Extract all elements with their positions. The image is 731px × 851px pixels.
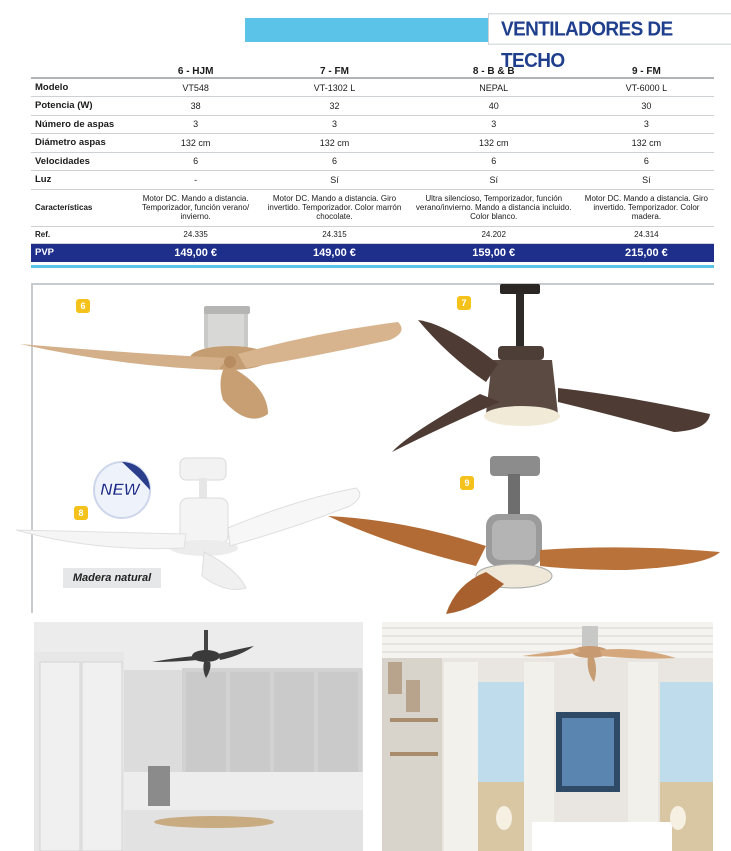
table-cell: 30 bbox=[579, 97, 714, 116]
kitchen-room-photo bbox=[34, 622, 363, 851]
fan-9-image bbox=[326, 454, 722, 616]
table-cell: 3 bbox=[131, 115, 260, 134]
table-cell: 3 bbox=[260, 115, 408, 134]
price-cell: 159,00 € bbox=[409, 243, 579, 262]
table-cell: 132 cm bbox=[579, 134, 714, 153]
table-row bbox=[31, 78, 714, 97]
column-header: 7 - FM bbox=[260, 61, 408, 78]
row-label: Ref. bbox=[31, 226, 131, 243]
row-label: Número de aspas bbox=[31, 115, 131, 134]
price-row-accent bbox=[31, 265, 714, 268]
table-cell: 6 bbox=[579, 152, 714, 171]
row-label: Potencia (W) bbox=[31, 97, 131, 116]
bedroom-room-photo bbox=[382, 622, 713, 851]
table-row bbox=[31, 134, 714, 153]
table-row-ref bbox=[31, 226, 714, 243]
column-header: 9 - FM bbox=[579, 61, 714, 78]
table-cell: Motor DC. Mando a distancia. Giro invertido. Temporizador. Color madera. bbox=[579, 189, 714, 226]
fan-6-image bbox=[18, 296, 408, 442]
table-cell: 24.202 bbox=[409, 226, 579, 243]
table-cell: 6 bbox=[409, 152, 579, 171]
new-badge-icon bbox=[88, 459, 156, 521]
row-label: Diámetro aspas bbox=[31, 134, 131, 153]
table-cell: NEPAL bbox=[409, 78, 579, 97]
row-label: Características bbox=[31, 189, 131, 226]
product-tag-8: 8 bbox=[74, 506, 88, 520]
table-cell: Sí bbox=[579, 171, 714, 190]
table-row bbox=[31, 97, 714, 116]
new-badge-text: NEW bbox=[100, 480, 140, 499]
table-cell: 132 cm bbox=[131, 134, 260, 153]
wood-finish-label: Madera natural bbox=[63, 568, 161, 588]
table-cell: VT548 bbox=[131, 78, 260, 97]
row-label: Modelo bbox=[31, 78, 131, 97]
row-label: PVP bbox=[31, 243, 131, 262]
table-cell: 24.335 bbox=[131, 226, 260, 243]
table-row-features bbox=[31, 189, 714, 226]
spec-table bbox=[31, 61, 714, 262]
table-cell: Motor DC. Mando a distancia. Temporizador, función verano/ invierno. bbox=[131, 189, 260, 226]
table-cell: VT-1302 L bbox=[260, 78, 408, 97]
column-header: 8 - B & B bbox=[409, 61, 579, 78]
fan-7-image bbox=[388, 284, 714, 454]
table-row bbox=[31, 171, 714, 190]
price-cell: 215,00 € bbox=[579, 243, 714, 262]
table-cell: 32 bbox=[260, 97, 408, 116]
table-cell: 132 cm bbox=[260, 134, 408, 153]
table-cell: 38 bbox=[131, 97, 260, 116]
table-row-price bbox=[31, 243, 714, 262]
table-cell: Sí bbox=[260, 171, 408, 190]
column-header: 6 - HJM bbox=[131, 61, 260, 78]
table-row bbox=[31, 115, 714, 134]
table-cell: 24.314 bbox=[579, 226, 714, 243]
page-title: VENTILADORES DE TECHO bbox=[488, 13, 731, 45]
table-cell: - bbox=[131, 171, 260, 190]
table-corner bbox=[31, 61, 131, 78]
price-cell: 149,00 € bbox=[131, 243, 260, 262]
table-cell: Ultra silencioso, Temporizador, función verano/invierno. Mando a distancia incluido. Color blanco. bbox=[409, 189, 579, 226]
table-cell: 24.315 bbox=[260, 226, 408, 243]
table-cell: VT-6000 L bbox=[579, 78, 714, 97]
table-cell: 40 bbox=[409, 97, 579, 116]
table-row bbox=[31, 152, 714, 171]
table-cell: 132 cm bbox=[409, 134, 579, 153]
product-tag-7: 7 bbox=[457, 296, 471, 310]
price-cell: 149,00 € bbox=[260, 243, 408, 262]
product-tag-6: 6 bbox=[76, 299, 90, 313]
product-tag-9: 9 bbox=[460, 476, 474, 490]
table-cell: Sí bbox=[409, 171, 579, 190]
row-label: Luz bbox=[31, 171, 131, 190]
table-cell: Motor DC. Mando a distancia. Giro invertido. Temporizador. Color marrón chocolate. bbox=[260, 189, 408, 226]
row-label: Velocidades bbox=[31, 152, 131, 171]
table-cell: 3 bbox=[579, 115, 714, 134]
table-cell: 6 bbox=[131, 152, 260, 171]
table-cell: 6 bbox=[260, 152, 408, 171]
table-cell: 3 bbox=[409, 115, 579, 134]
